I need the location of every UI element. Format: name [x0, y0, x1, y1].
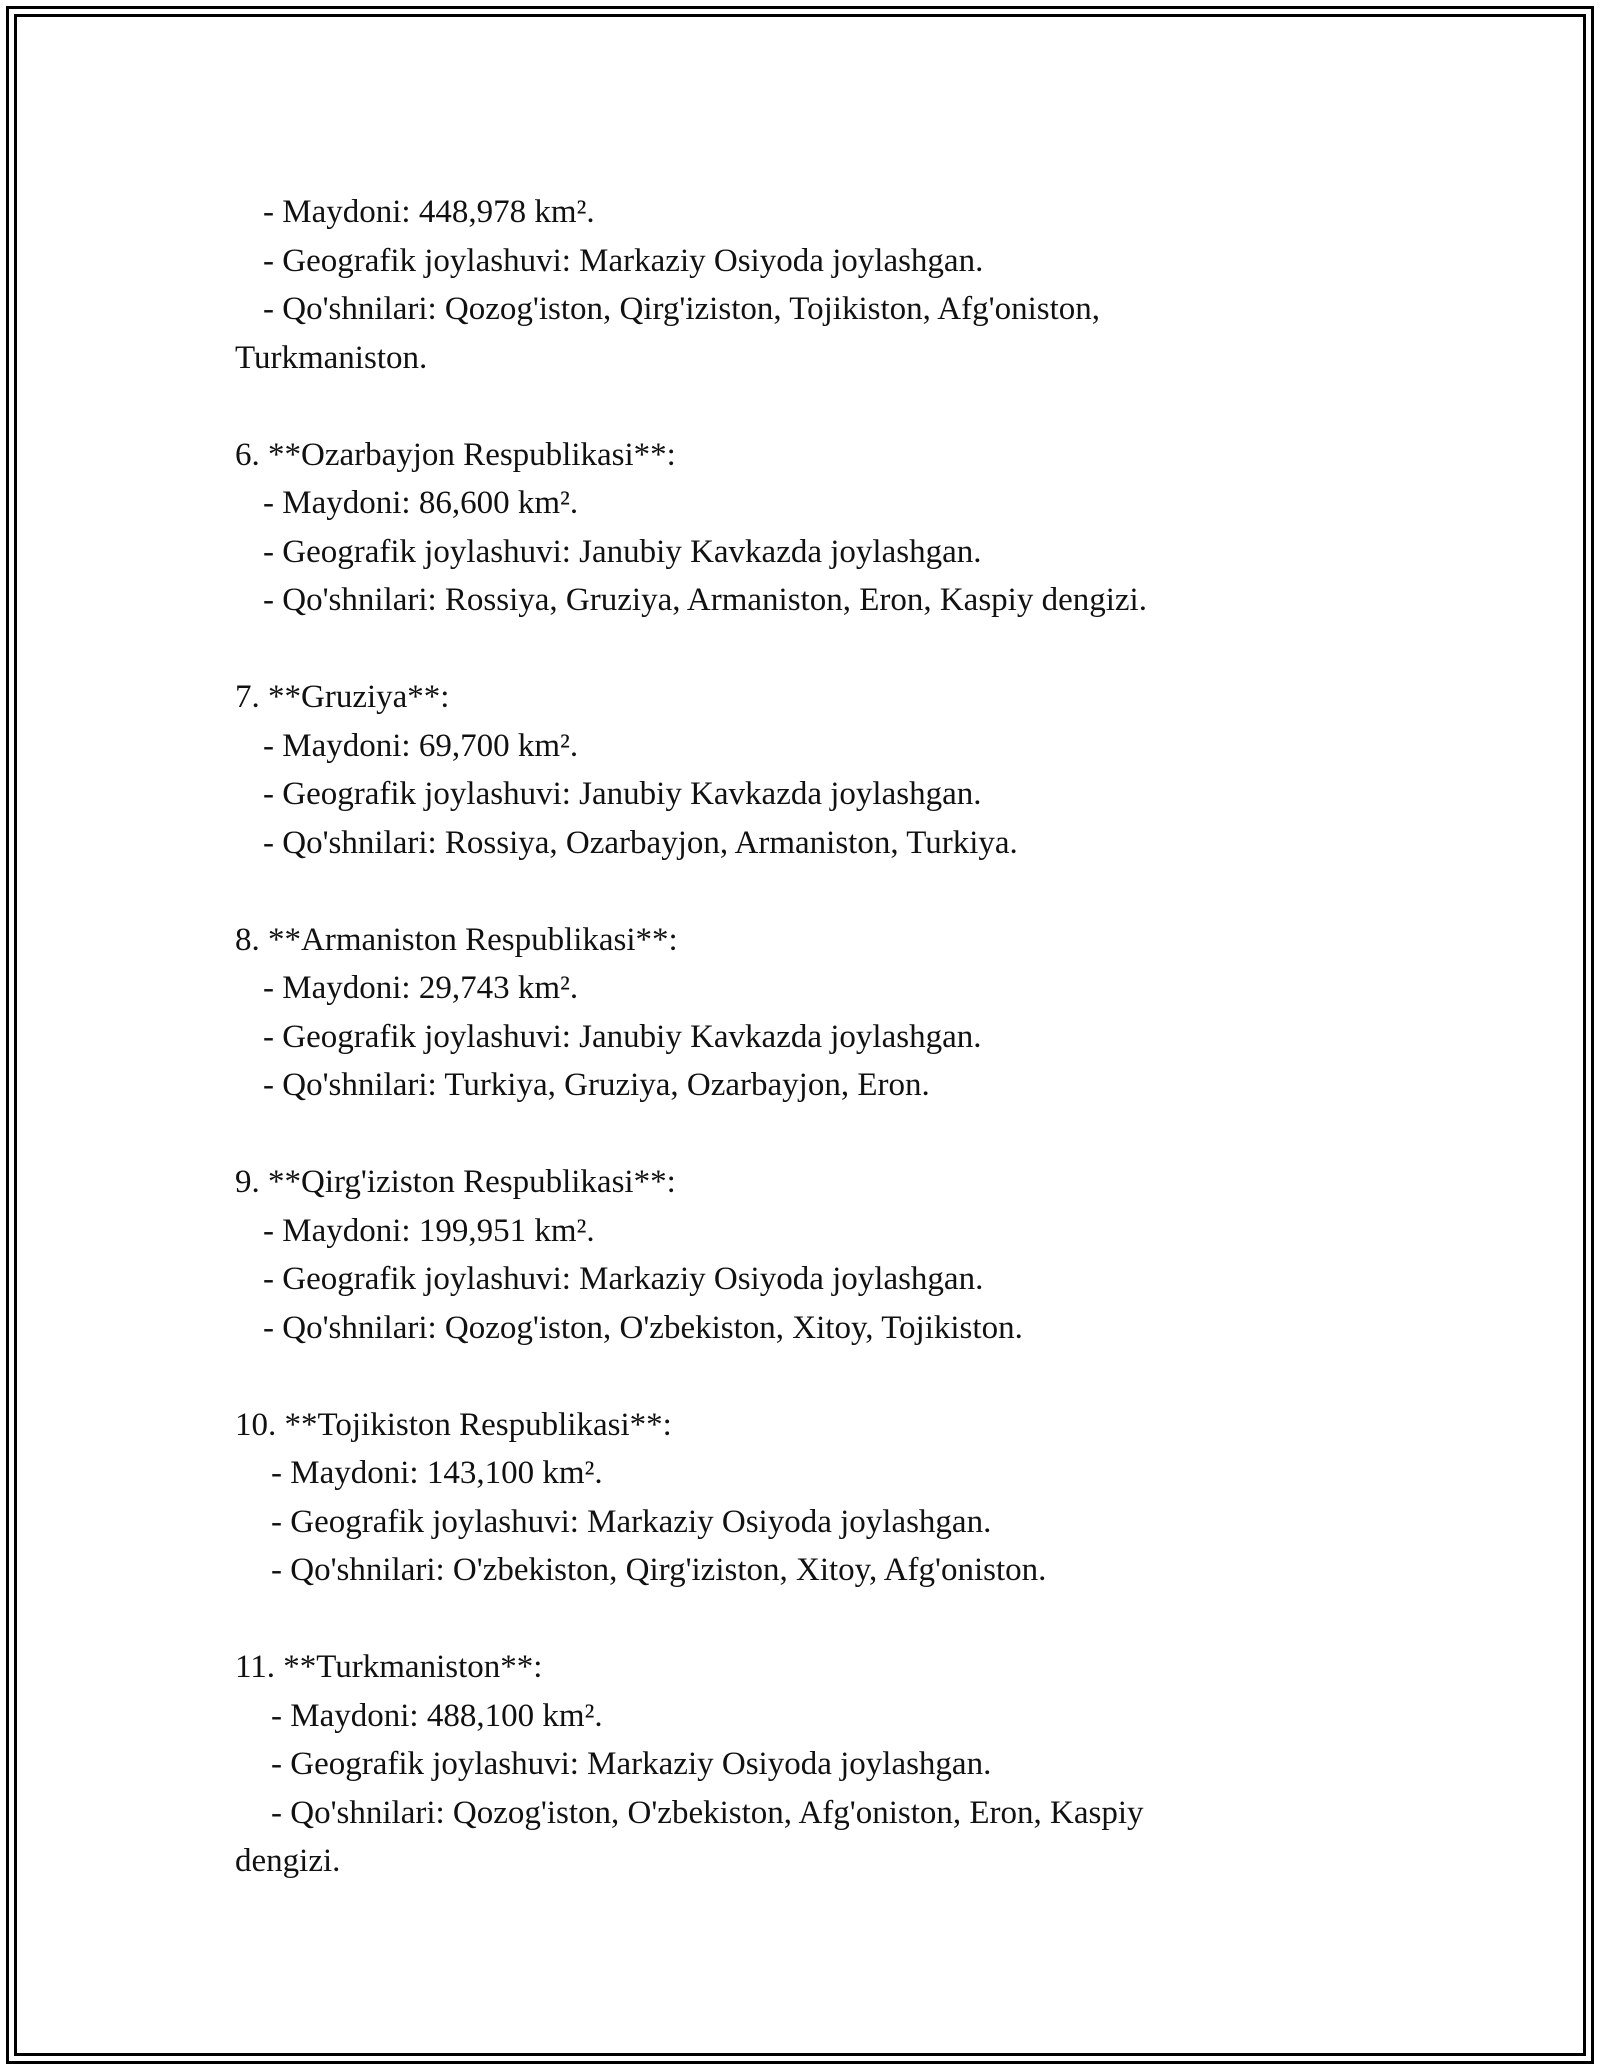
text-line: - Maydoni: 448,978 km². [263, 194, 595, 230]
list-heading: 6. **Ozarbayjon Respublikasi**: [235, 436, 676, 473]
text-line: - Geografik joylashuvi: Markaziy Osiyoda joylashgan. [271, 1746, 992, 1782]
blank-line [235, 1110, 1285, 1159]
text-line: - Qo'shnilari: Qozog'iston, Qirg'iziston, Tojikiston, Afg'oniston, [263, 291, 1101, 327]
text-line: - Maydoni: 69,700 km². [263, 727, 579, 764]
blank-line [235, 625, 1285, 674]
list-heading: 10. **Tojikiston Respublikasi**: [235, 1406, 672, 1443]
text-line: - Qo'shnilari: Qozog'iston, O'zbekiston, Xitoy, Tojikiston. [263, 1309, 1023, 1346]
text-line: - Maydoni: 488,100 km². [271, 1697, 603, 1734]
text-line: - Qo'shnilari: Qozog'iston, O'zbekiston, Afg'oniston, Eron, Kaspiy [271, 1794, 1144, 1831]
text-line: - Qo'shnilari: Rossiya, Ozarbayjon, Armaniston, Turkiya. [263, 824, 1018, 861]
text-line: - Qo'shnilari: Turkiya, Gruziya, Ozarbayjon, Eron. [263, 1067, 930, 1103]
blank-line [235, 1352, 1285, 1401]
text-line: - Maydoni: 199,951 km². [263, 1212, 595, 1249]
text-line: - Maydoni: 29,743 km². [263, 970, 579, 1006]
text-line: - Geografik joylashuvi: Janubiy Kavkazda joylashgan. [263, 776, 982, 812]
document-body [235, 188, 1285, 1886]
text-line: Turkmaniston. [235, 339, 428, 376]
list-heading: 7. **Gruziya**: [235, 679, 450, 715]
list-heading: 11. **Turkmaniston**: [235, 1649, 543, 1685]
blank-line [235, 1595, 1285, 1644]
text-line: dengizi. [235, 1843, 341, 1879]
text-line: - Geografik joylashuvi: Janubiy Kavkazda joylashgan. [263, 533, 982, 570]
list-heading: 9. **Qirg'iziston Respublikasi**: [235, 1164, 676, 1200]
blank-line [235, 867, 1285, 916]
text-line: - Geografik joylashuvi: Janubiy Kavkazda joylashgan. [263, 1018, 982, 1055]
text-line: - Geografik joylashuvi: Markaziy Osiyoda joylashgan. [263, 1261, 984, 1297]
text-line: - Qo'shnilari: O'zbekiston, Qirg'iziston, Xitoy, Afg'oniston. [271, 1552, 1047, 1588]
blank-line [235, 382, 1285, 431]
list-heading: 8. **Armaniston Respublikasi**: [235, 921, 678, 958]
text-line: - Maydoni: 86,600 km². [263, 485, 579, 521]
text-line: - Geografik joylashuvi: Markaziy Osiyoda joylashgan. [263, 242, 984, 279]
text-line: - Maydoni: 143,100 km². [271, 1455, 603, 1491]
text-line: - Qo'shnilari: Rossiya, Gruziya, Armaniston, Eron, Kaspiy dengizi. [263, 582, 1147, 618]
text-line: - Geografik joylashuvi: Markaziy Osiyoda joylashgan. [271, 1503, 992, 1540]
